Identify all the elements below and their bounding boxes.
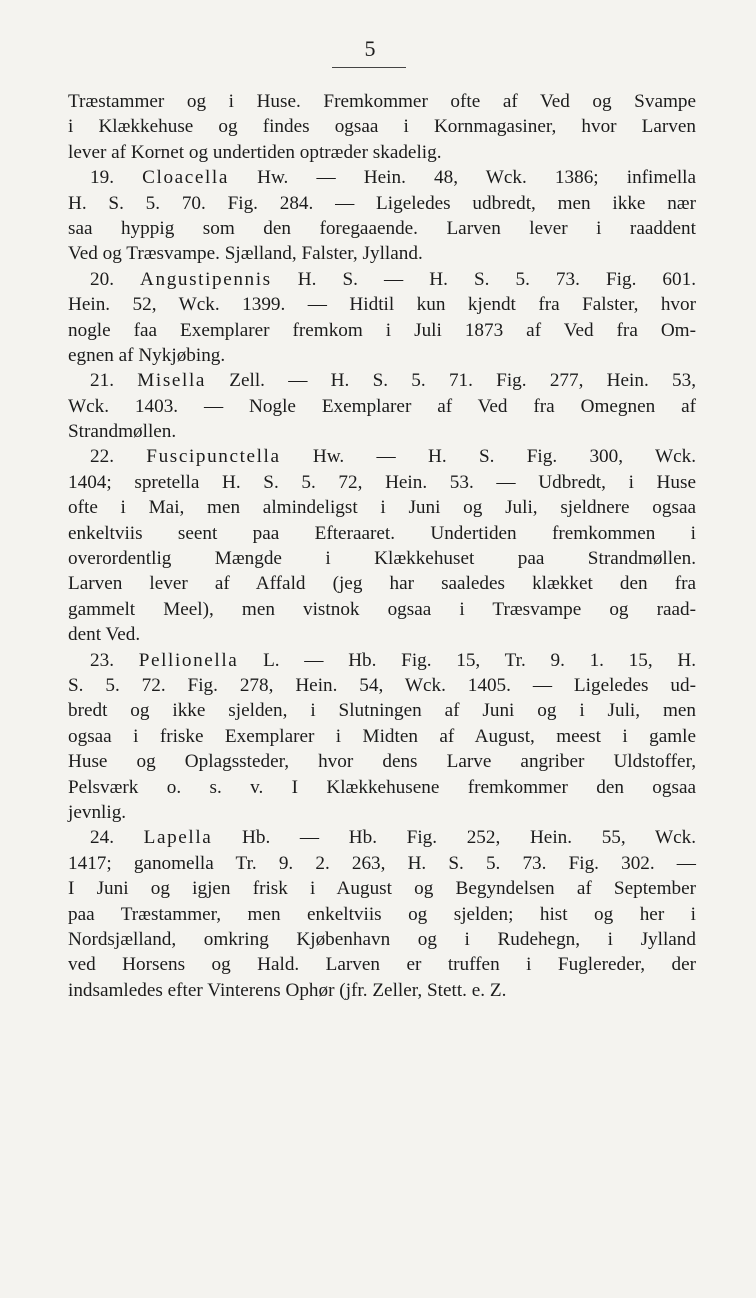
line-text: L. — Hb. Fig. 15, Tr. 9. 1. 15, H. — [238, 649, 697, 671]
text-line: paa Træstammer, men enkeltviis og sjelden; hist og her i — [68, 903, 696, 925]
text-line: Larven lever af Affald (jeg har saaledes klækket den fra — [68, 573, 696, 595]
species-name: Fuscipunctella — [146, 446, 281, 468]
text-line: I Juni og igjen frisk i August og Begyndelsen af September — [68, 878, 696, 900]
line-text: H. S. — H. S. 5. 73. Fig. 601. — [271, 268, 697, 290]
text-line: 1417; ganomella Tr. 9. 2. 263, H. S. 5. 73. Fig. 302. — — [68, 852, 696, 874]
species-name: Angustipennis — [140, 268, 272, 290]
text-line: i Klækkehuse og findes ogsaa i Kornmagasiner, hvor Larven — [68, 116, 696, 138]
line-text: Hw. — H. S. Fig. 300, Wck. — [280, 446, 696, 468]
body-text — [68, 89, 696, 1003]
line-text: Hb. — Hb. Fig. 252, Hein. 55, Wck. — [212, 827, 696, 849]
entry-number: 20. — [90, 268, 141, 290]
text-line: Huse og Oplagssteder, hvor dens Larve angriber Uldstoffer, — [68, 751, 696, 773]
text-line: H. S. 5. 70. Fig. 284. — Ligeledes udbredt, men ikke nær — [68, 192, 696, 214]
text-line: ved Horsens og Hald. Larven er truffen i Fuglereder, der — [68, 954, 696, 976]
text-line: Wck. 1403. — Nogle Exemplarer af Ved fra Omegnen af — [68, 395, 696, 417]
text-line: S. 5. 72. Fig. 278, Hein. 54, Wck. 1405. — Ligeledes ud- — [68, 674, 696, 696]
page-number: 5 — [364, 36, 376, 61]
species-name: Lapella — [143, 827, 213, 849]
entry-number: 21. — [90, 370, 138, 392]
species-name: Misella — [137, 370, 207, 392]
entry-number: 24. — [90, 827, 144, 849]
text-line — [68, 368, 696, 393]
text-line: lever af Kornet og undertiden optræder skadelig. — [68, 141, 442, 163]
line-text: Zell. — H. S. 5. 71. Fig. 277, Hein. 53, — [206, 370, 697, 392]
text-line: ogsaa i friske Exemplarer i Midten af August, meest i gamle — [68, 725, 696, 747]
text-line — [68, 825, 696, 850]
species-name: Pellionella — [138, 649, 239, 671]
entry-number: 23. — [90, 649, 139, 671]
text-line: indsamledes efter Vinterens Ophør (jfr. Zeller, Stett. e. Z. — [68, 979, 507, 1001]
text-line: enkeltviis seent paa Efteraaret. Undertiden fremkommen i — [68, 522, 696, 544]
text-line: bredt og ikke sjelden, i Slutningen af Juni og i Juli, men — [68, 700, 696, 722]
line-text: Hw. — Hein. 48, Wck. 1386; infimella — [228, 167, 696, 189]
text-line: jevnlig. — [68, 801, 127, 823]
text-line — [68, 648, 696, 673]
species-name: Cloacella — [142, 167, 229, 189]
text-line: Nordsjælland, omkring Kjøbenhavn og i Rudehegn, i Jylland — [68, 928, 696, 950]
text-line: Træstammer og i Huse. Fremkommer ofte af Ved og Svampe — [68, 91, 696, 112]
text-line: egnen af Nykjøbing. — [68, 344, 226, 366]
text-line: saa hyppig som den foregaaende. Larven lever i raaddent — [68, 217, 696, 239]
entry-number: 19. — [90, 167, 143, 189]
text-line: 1404; spretella H. S. 5. 72, Hein. 53. — Udbredt, i Huse — [68, 471, 696, 493]
text-line: nogle faa Exemplarer fremkom i Juli 1873 af Ved fra Om- — [68, 319, 696, 341]
entry-number: 22. — [90, 446, 147, 468]
text-line: ofte i Mai, men almindeligst i Juni og Juli, sjeldnere ogsaa — [68, 497, 696, 519]
page-number-rule — [332, 67, 406, 68]
text-line: Ved og Træsvampe. Sjælland, Falster, Jylland. — [68, 243, 423, 265]
text-line — [68, 165, 696, 190]
text-line: Hein. 52, Wck. 1399. — Hidtil kun kjendt fra Falster, hvor — [68, 294, 696, 316]
text-line: dent Ved. — [68, 624, 141, 646]
text-line: Strandmøllen. — [68, 421, 177, 443]
text-line: Pelsværk o. s. v. I Klækkehusene fremkommer den ogsaa — [68, 776, 696, 798]
text-line: gammelt Meel), men vistnok ogsaa i Træsvampe og raad- — [68, 598, 696, 620]
text-line — [68, 267, 696, 292]
text-line — [68, 444, 696, 469]
text-line: overordentlig Mængde i Klækkehuset paa Strandmøllen. — [68, 548, 696, 570]
